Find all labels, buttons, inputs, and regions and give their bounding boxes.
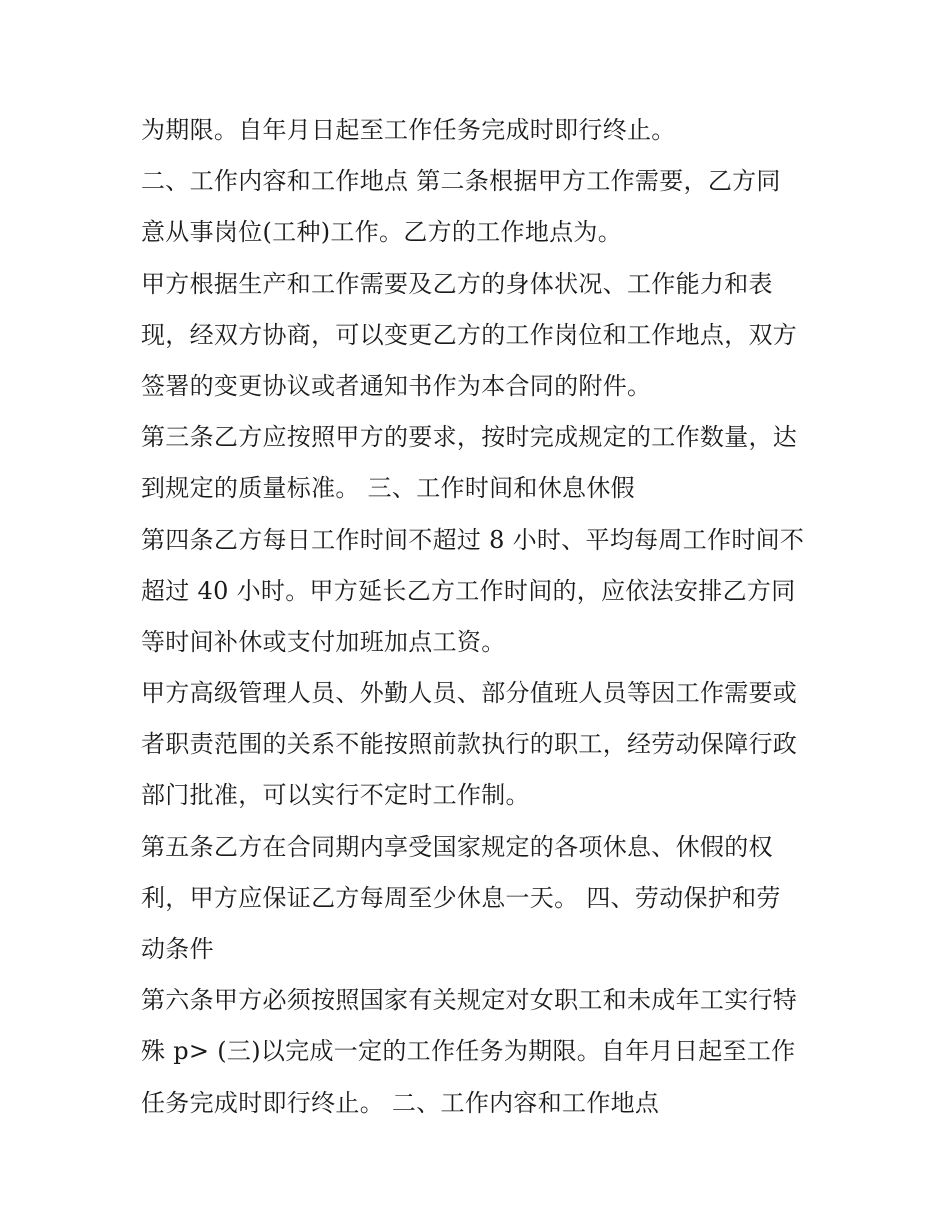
text-line: 部门批准，可以实行不定时工作制。 — [141, 781, 530, 810]
text-line: 二、工作内容和工作地点 第二条根据甲方工作需要，乙方同 — [141, 167, 781, 196]
text-line: 签署的变更协议或者通知书作为本合同的附件。 — [141, 371, 652, 400]
text-line: 为期限。自年月日起至工作任务完成时即行终止。 — [141, 116, 676, 144]
text-line: 超过 40 小时。甲方延长乙方工作时间的，应依法安排乙方同 — [141, 576, 796, 605]
text-line: 第四条乙方每日工作时间不超过 8 小时、平均每周工作时间不 — [141, 525, 805, 554]
text-line: 甲方根据生产和工作需要及乙方的身体状况、工作能力和表 — [141, 269, 773, 298]
text-line: 第六条甲方必须按照国家有关规定对女职工和未成年工实行特 — [141, 986, 798, 1015]
text-line: 等时间补休或支付加班加点工资。 — [141, 627, 506, 656]
text-line: 者职责范围的关系不能按照前款执行的职工，经劳动保障行政 — [141, 730, 798, 759]
text-line: 第三条乙方应按照甲方的要求，按时完成规定的工作数量，达 — [141, 423, 798, 452]
text-line: 第五条乙方在合同期内享受国家规定的各项休息、休假的权 — [141, 832, 773, 861]
contract-text — [141, 105, 821, 1129]
text-line: 任务完成时即行终止。 二、工作内容和工作地点 — [141, 1088, 660, 1117]
text-line: 意从事岗位(工种)工作。乙方的工作地点为。 — [141, 218, 623, 247]
text-line: 殊 p> (三)以完成一定的工作任务为期限。自年月日起至工作 — [141, 1037, 796, 1066]
text-line: 到规定的质量标准。 三、工作时间和休息休假 — [141, 474, 635, 503]
text-line: 利，甲方应保证乙方每周至少休息一天。 四、劳动保护和劳 — [141, 883, 781, 912]
text-line: 动条件 — [141, 935, 214, 963]
text-line: 甲方高级管理人员、外勤人员、部分值班人员等因工作需要或 — [141, 679, 798, 708]
text-line: 现，经双方协商，可以变更乙方的工作岗位和工作地点，双方 — [141, 320, 798, 349]
